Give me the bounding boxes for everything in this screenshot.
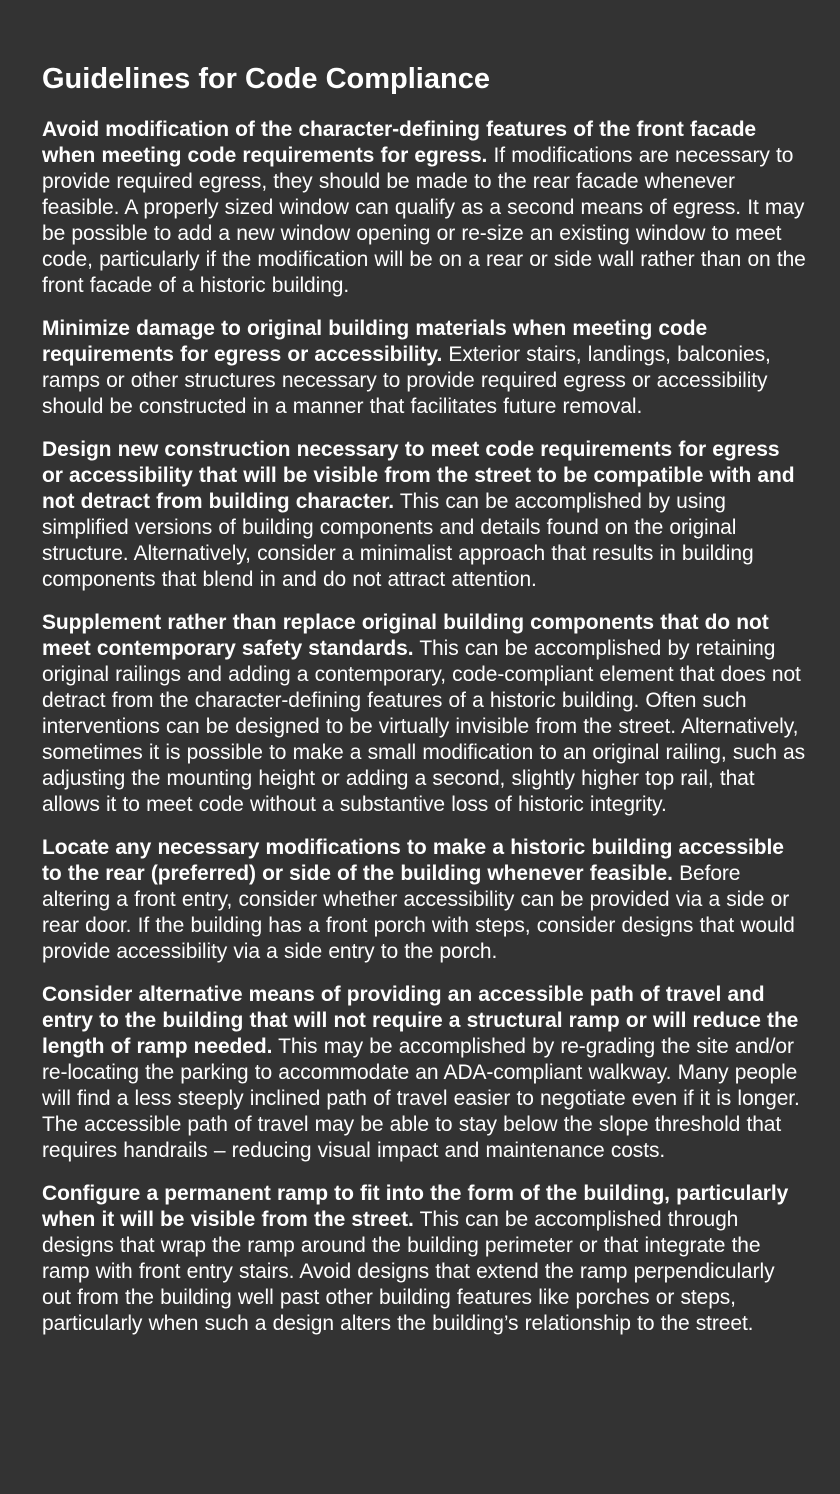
- guideline-text: This may be accomplished by re-grading the site and/or re-locating the parking to accommodate an ADA-compliant walkway. Many people will find a less steeply inclined path of travel easier to negotiate even if it is longer. The accessible path of travel may be able to stay below the slope threshold that requires handrails – reducing visual impact and maintenance costs.: [42, 1035, 800, 1162]
- guideline-text: This can be accomplished by using simplified versions of building components and details found on the original structure. Alternatively, consider a minimalist approach that results in building components that blend in and do not attract attention.: [42, 490, 754, 591]
- guideline-lead: Minimize damage to original building materials when meeting code requirements for egress or accessibility.: [42, 317, 708, 366]
- guideline-lead: Configure a permanent ramp to fit into the form of the building, particularly when it will be visible from the street.: [42, 1182, 789, 1231]
- guideline-text: This can be accomplished by retaining original railings and adding a contemporary, code-compliant element that does not detract from the character-defining features of a historic building. Often such interventions can be designed to be virtually invisible from the street. Alternatively, sometimes it is possible to make a small modification to an original railing, such as adjusting the mounting height or adding a second, slightly higher top rail, that allows it to meet code without a substantive loss of historic integrity.: [42, 637, 806, 816]
- guideline-paragraph-avoid-modification: [42, 117, 806, 299]
- guideline-text: Before altering a front entry, consider whether accessibility can be provided via a side or rear door. If the building has a front porch with steps, consider designs that would provide accessibility via a side entry to the porch.: [42, 862, 795, 963]
- guideline-text: If modifications are necessary to provide required egress, they should be made to the rear facade whenever feasible. A properly sized window can qualify as a second means of egress. It may be possible to add a new window opening or re-size an existing window to meet code, particularly if the modification will be on a rear or side wall rather than on the front facade of a historic building.: [42, 144, 806, 297]
- guideline-text: This can be accomplished through designs that wrap the ramp around the building perimeter or that integrate the ramp with front entry stairs. Avoid designs that extend the ramp perpendicularly out from the building well past other building features like porches or steps, particularly when such a design alters the building’s relationship to the street.: [42, 1208, 775, 1335]
- guideline-lead: Locate any necessary modifications to make a historic building accessible to the rear (preferred) or side of the building whenever feasible.: [42, 836, 784, 885]
- guideline-lead: Design new construction necessary to meet code requirements for egress or accessibility that will be visible from the street to be compatible with and not detract from building character.: [42, 438, 795, 513]
- guideline-paragraph-minimize-damage: [42, 316, 806, 420]
- guideline-paragraph-design-new-construction: [42, 437, 806, 593]
- guideline-lead: Supplement rather than replace original building components that do not meet contemporary safety standards.: [42, 611, 769, 660]
- guideline-text: Exterior stairs, landings, balconies, ramps or other structures necessary to provide required egress or accessibility should be constructed in a manner that facilitates future removal.: [42, 343, 771, 418]
- guideline-paragraph-configure-ramp: [42, 1181, 806, 1337]
- guideline-lead: Avoid modification of the character-defining features of the front facade when meeting code requirements for egress.: [42, 118, 756, 167]
- guideline-paragraph-consider-alternatives: [42, 982, 806, 1164]
- guideline-paragraph-locate-modifications: [42, 835, 806, 965]
- guideline-paragraph-supplement-components: [42, 610, 806, 818]
- page-title: Guidelines for Code Compliance: [42, 63, 490, 95]
- guideline-lead: Consider alternative means of providing an accessible path of travel and entry to the building that will not require a structural ramp or will reduce the length of ramp needed.: [42, 983, 799, 1058]
